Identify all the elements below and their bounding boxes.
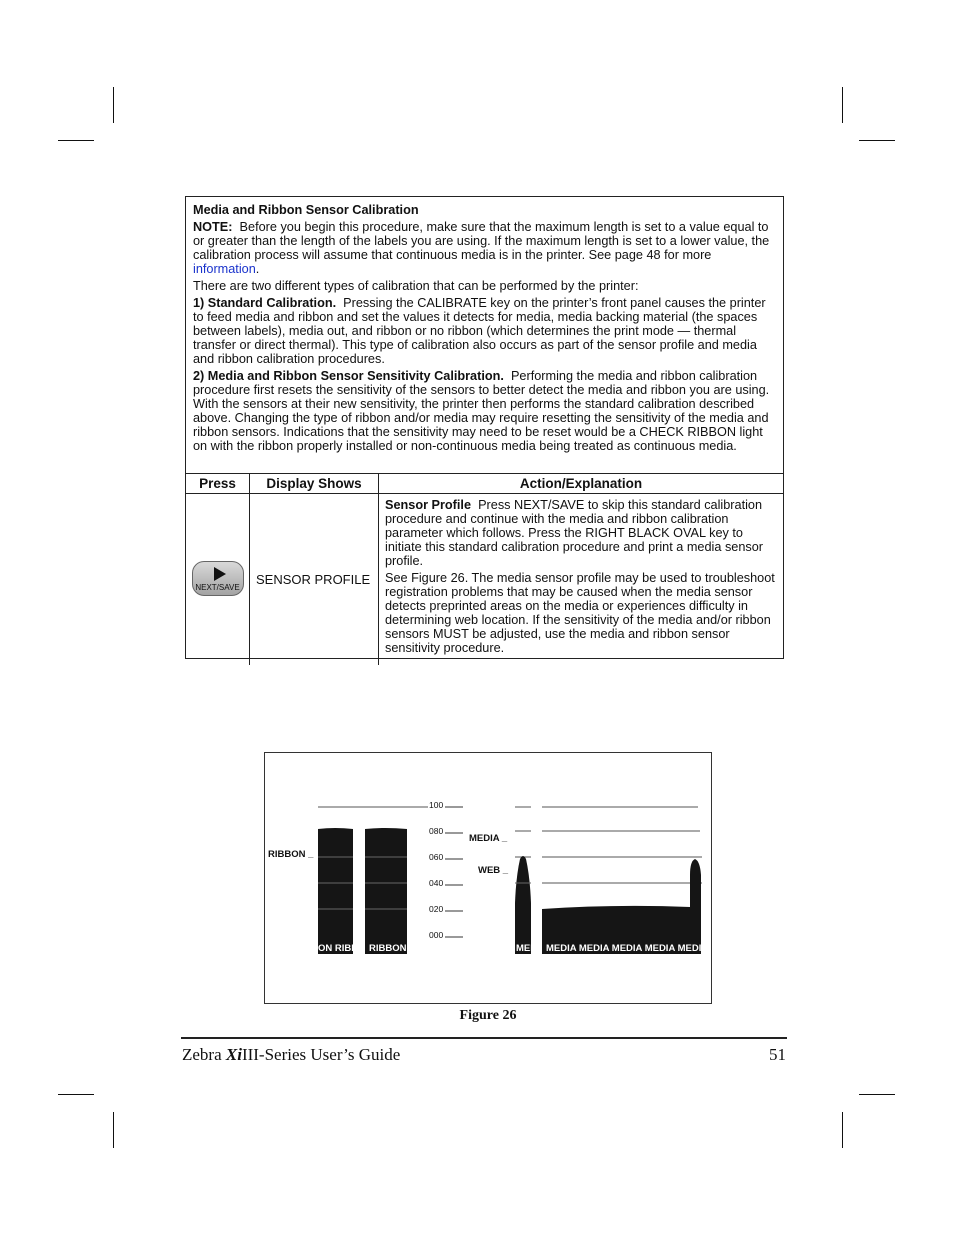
action-paragraph-1 — [385, 498, 778, 568]
standard-calibration-text: Pressing the CALIBRATE key on the printer’s front panel causes the printer to feed media and ribbon and set the values it detects for media, media backing material (the spaces between labels), media out, and ribbon or no ribbon (which determines the print mode — thermal transfer or direct thermal). This type of calibration also occurs as part of the sensor profile and media and ribbon calibration procedures. — [193, 296, 766, 366]
media-web-spike — [515, 856, 531, 954]
table-header-row — [186, 474, 783, 494]
header-press: Press — [186, 474, 250, 494]
web-label: WEB _ — [478, 865, 509, 876]
action-cell — [379, 494, 784, 666]
note-label: NOTE: — [193, 220, 233, 234]
media-label: MEDIA _ — [469, 833, 508, 844]
crop-mark — [58, 140, 94, 141]
figure-caption: Figure 26 — [459, 1008, 517, 1023]
crop-mark — [58, 1094, 94, 1095]
crop-mark — [859, 140, 895, 141]
standard-calibration-label: 1) Standard Calibration. — [193, 296, 337, 310]
footer-title-post: III-Series User’s Guide — [241, 1045, 401, 1064]
sensitivity-calibration-text: Performing the media and ribbon calibration procedure first resets the sensitivity of the sensors to better detect the media and ribbon you are using. With the sensors at their new sensitivity, the printer then performs the standard calibration described above. Changing the type of ribbon and/or media may require resetting the sensitivity of the media and ribbon sensors. Indications that the sensitivity may need to be reset would be a CHECK RIBBON light on with the ribbon properly installed or non-continuous media being treated as continuous media. — [193, 369, 770, 453]
note-text: Before you begin this procedure, make sure that the maximum length is set to a value equal to or greater than the length of the labels you are using. If the maximum length is set to a lower value, the calibration process will assume that continuous media is in the printer. See page 48 for more — [193, 220, 770, 262]
crop-mark — [842, 87, 843, 123]
scale-tick-label: 040 — [429, 878, 444, 888]
sensitivity-calibration-label: 2) Media and Ribbon Sensor Sensitivity Calibration. — [193, 369, 504, 383]
ribbon-strip-label: ON RIBB — [318, 943, 359, 954]
procedure-table — [186, 473, 783, 665]
scale-tick-label: 020 — [429, 904, 444, 914]
types-intro: There are two different types of calibration that can be performed by the printer: — [193, 279, 639, 293]
action-text: Press NEXT/SAVE to skip this standard calibration procedure and continue with the media and ribbon calibration parameter which follows. Press the RIGHT BLACK OVAL key to initiate this standard calibration procedure and print a media sensor profile. — [385, 498, 764, 568]
footer-title — [182, 1045, 400, 1065]
crop-mark — [113, 1112, 114, 1148]
ribbon-label: RIBBON _ — [268, 849, 314, 860]
crop-mark — [859, 1094, 895, 1095]
note-paragraph — [193, 220, 775, 276]
next-save-key-label: NEXT/SAVE — [195, 582, 240, 592]
sensor-profile-figure — [264, 752, 712, 1004]
play-triangle-icon — [214, 567, 226, 581]
action-paragraph-2: See Figure 26. The media sensor profile may be used to troubleshoot registration problems that may be caused when the media sensor detects preprinted areas on the media or experiences difficulty in determining web location. If the sensitivity of the media and/or ribbon sensors MUST be adjusted, use the media and ribbon sensor sensitivity procedure. — [385, 571, 775, 655]
media-strip-label: MED — [516, 943, 538, 954]
sensitivity-calibration-paragraph — [193, 369, 775, 453]
scale-tick-label: 060 — [429, 852, 444, 862]
ribbon-bar-2 — [365, 828, 407, 954]
scale-tick-label: 080 — [429, 826, 444, 836]
intro-text — [186, 197, 783, 468]
sensor-profile-graphic — [265, 753, 711, 1003]
footer-title-xi: Xi — [225, 1045, 242, 1064]
display-shows-cell: SENSOR PROFILE — [250, 494, 379, 666]
ribbon-strip-label: RIBBON — [369, 943, 407, 954]
header-action: Action/Explanation — [379, 474, 784, 494]
scale-tick-label: 000 — [429, 930, 444, 940]
section-heading: Media and Ribbon Sensor Calibration — [193, 203, 419, 217]
table-row — [186, 494, 783, 666]
calibration-procedure-box — [185, 196, 784, 659]
press-cell — [186, 494, 250, 666]
information-link[interactable]: information — [193, 262, 256, 276]
note-end: . — [255, 262, 260, 276]
standard-calibration-paragraph — [193, 296, 775, 366]
page-number: 51 — [769, 1045, 786, 1064]
crop-mark — [842, 1112, 843, 1148]
media-strip-label: MEDIA MEDIA MEDIA MEDIA MEDIA — [546, 943, 709, 954]
footer-title-pre: Zebra — [182, 1045, 226, 1064]
crop-mark — [113, 87, 114, 123]
header-display-shows: Display Shows — [250, 474, 379, 494]
footer-rule — [181, 1037, 787, 1039]
ribbon-bar-1 — [318, 828, 353, 954]
media-profile-area — [542, 859, 701, 954]
scale-tick-label: 100 — [429, 800, 444, 810]
next-save-key[interactable] — [192, 561, 244, 596]
action-label: Sensor Profile — [385, 498, 472, 512]
